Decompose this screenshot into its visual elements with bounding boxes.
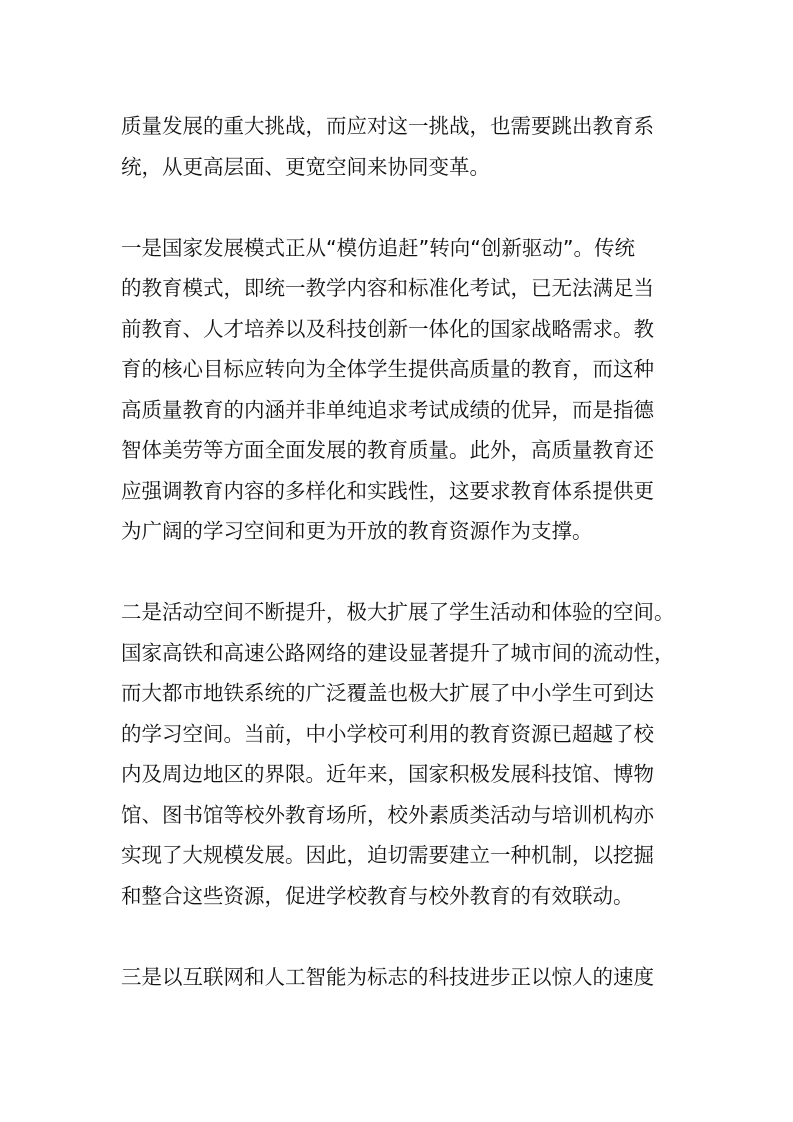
text-line: 统，从更高层面、更宽空间来协同变革。 <box>121 154 490 179</box>
paragraph-spacer <box>121 552 681 593</box>
text-line: 质量发展的重大挑战，而应对这一挑战，也需要跳出教育系 <box>121 114 654 138</box>
text-line: 馆、图书馆等校外教育场所，校外素质类活动与培训机构亦 <box>121 802 654 827</box>
document-body <box>121 106 681 997</box>
paragraph-spacer <box>121 187 681 228</box>
text-line: 国家高铁和高速公路网络的建设显著提升了城市间的流动性， <box>121 640 675 665</box>
paragraph-3 <box>121 592 681 916</box>
text-line: 而大都市地铁系统的广泛覆盖也极大扩展了中小学生可到达 <box>121 681 654 705</box>
text-line: 一是国家发展模式正从“模仿追赶”转向“创新驱动”。传统 <box>121 235 635 260</box>
text-line: 为广阔的学习空间和更为开放的教育资源作为支撑。 <box>121 519 593 543</box>
text-line: 智体美劳等方面全面发展的教育质量。此外，高质量教育还 <box>121 438 654 462</box>
text-line: 内及周边地区的界限。近年来，国家积极发展科技馆、博物 <box>121 762 654 786</box>
paragraph-2 <box>121 228 681 552</box>
text-line: 的学习空间。当前，中小学校可利用的教育资源已超越了校 <box>121 721 654 746</box>
text-line: 育的核心目标应转向为全体学生提供高质量的教育，而这种 <box>121 357 654 381</box>
text-line: 高质量教育的内涵并非单纯追求考试成绩的优异，而是指德 <box>121 397 654 422</box>
text-line: 实现了大规模发展。因此，迫切需要建立一种机制，以挖掘 <box>121 843 654 867</box>
text-line: 前教育、人才培养以及科技创新一体化的国家战略需求。教 <box>121 316 654 341</box>
text-line: 应强调教育内容的多样化和实践性，这要求教育体系提供更 <box>121 478 654 503</box>
paragraph-4 <box>121 957 681 998</box>
text-line: 二是活动空间不断提升，极大扩展了学生活动和体验的空间。 <box>121 600 675 624</box>
text-line: 三是以互联网和人工智能为标志的科技进步正以惊人的速度 <box>121 964 654 989</box>
text-line: 和整合这些资源，促进学校教育与校外教育的有效联动。 <box>121 883 634 908</box>
paragraph-1 <box>121 106 681 187</box>
text-line: 的教育模式，即统一教学内容和标准化考试，已无法满足当 <box>121 276 654 300</box>
paragraph-spacer <box>121 916 681 957</box>
